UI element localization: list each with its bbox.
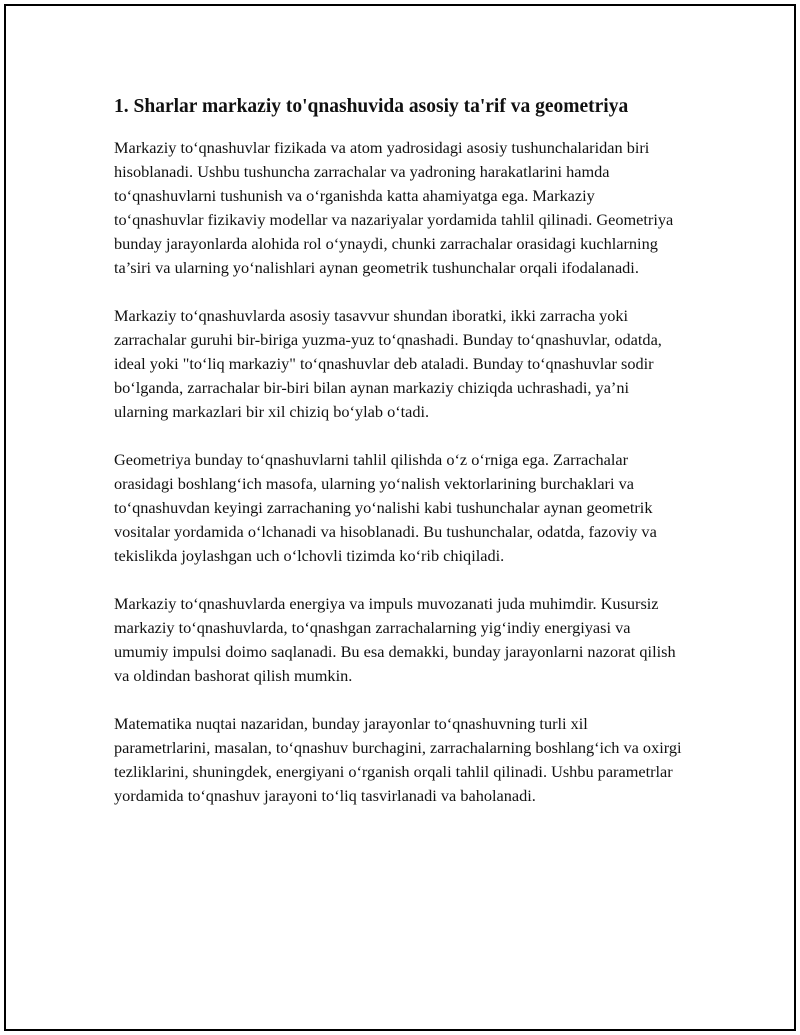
document-body (114, 94, 684, 832)
paragraph-2: Markaziy to‘qnashuvlarda asosiy tasavvur shundan iboratki, ikki zarracha yoki zarrachalar guruhi bir-biriga yuzma-yuz to‘qnashadi. Bunday to‘qnashuvlar, odatda, ideal yoki "to‘liq markaziy" to‘qnashuvlar deb ataladi. Bunday to‘qnashuvlar sodir bo‘lganda, zarrachalar bir-biri bilan aynan markaziy chiziqda uchrashadi, ya’ni ularning markazlari bir xil chiziq bo‘ylab o‘tadi. (114, 306, 662, 421)
paragraph-3: Geometriya bunday to‘qnashuvlarni tahlil qilishda o‘z o‘rniga ega. Zarrachalar orasidagi boshlang‘ich masofa, ularning yo‘nalish vektorlarining burchaklari va to‘qnashuvdan keyingi zarrachaning yo‘nalishi kabi tushunchalar aynan geometrik vositalar yordamida o‘lchanadi va hisoblanadi. Bu tushunchalar, odatda, fazoviy va tekislikda joylashgan uch o‘lchovli tizimda ko‘rib chiqiladi. (114, 450, 657, 565)
section-heading: 1. Sharlar markaziy to'qnashuvida asosiy ta'rif va geometriya (114, 96, 629, 117)
paragraph-4: Markaziy to‘qnashuvlarda energiya va impuls muvozanati juda muhimdir. Kusursiz markaziy to‘qnashuvlarda, to‘qnashgan zarrachalarning yig‘indiy energiyasi va umumiy impulsi doimo saqlanadi. Bu esa demakki, bunday jarayonlarni nazorat qilish va oldindan bashorat qilish mumkin. (114, 594, 676, 685)
paragraph-1: Markaziy to‘qnashuvlar fizikada va atom yadrosidagi asosiy tushunchalaridan biri hisoblanadi. Ushbu tushuncha zarrachalar va yadroning harakatlarini hamda to‘qnashuvlarni tushunish va o‘rganishda katta ahamiyatga ega. Markaziy to‘qnashuvlar fizikaviy modellar va nazariyalar yordamida tahlil qilinadi. Geometriya bunday jarayonlarda alohida rol o‘ynaydi, chunki zarrachalar orasidagi kuchlarning ta’siri va ularning yo‘nalishlari aynan geometrik tushunchalar orqali ifodalanadi. (114, 138, 674, 277)
paragraph-5: Matematika nuqtai nazaridan, bunday jarayonlar to‘qnashuvning turli xil parametrlarini, masalan, to‘qnashuv burchagini, zarrachalarning boshlang‘ich va oxirgi tezliklarini, shuningdek, energiyani o‘rganish orqali tahlil qilinadi. Ushbu parametrlar yordamida to‘qnashuv jarayoni to‘liq tasvirlanadi va baholanadi. (114, 714, 682, 805)
